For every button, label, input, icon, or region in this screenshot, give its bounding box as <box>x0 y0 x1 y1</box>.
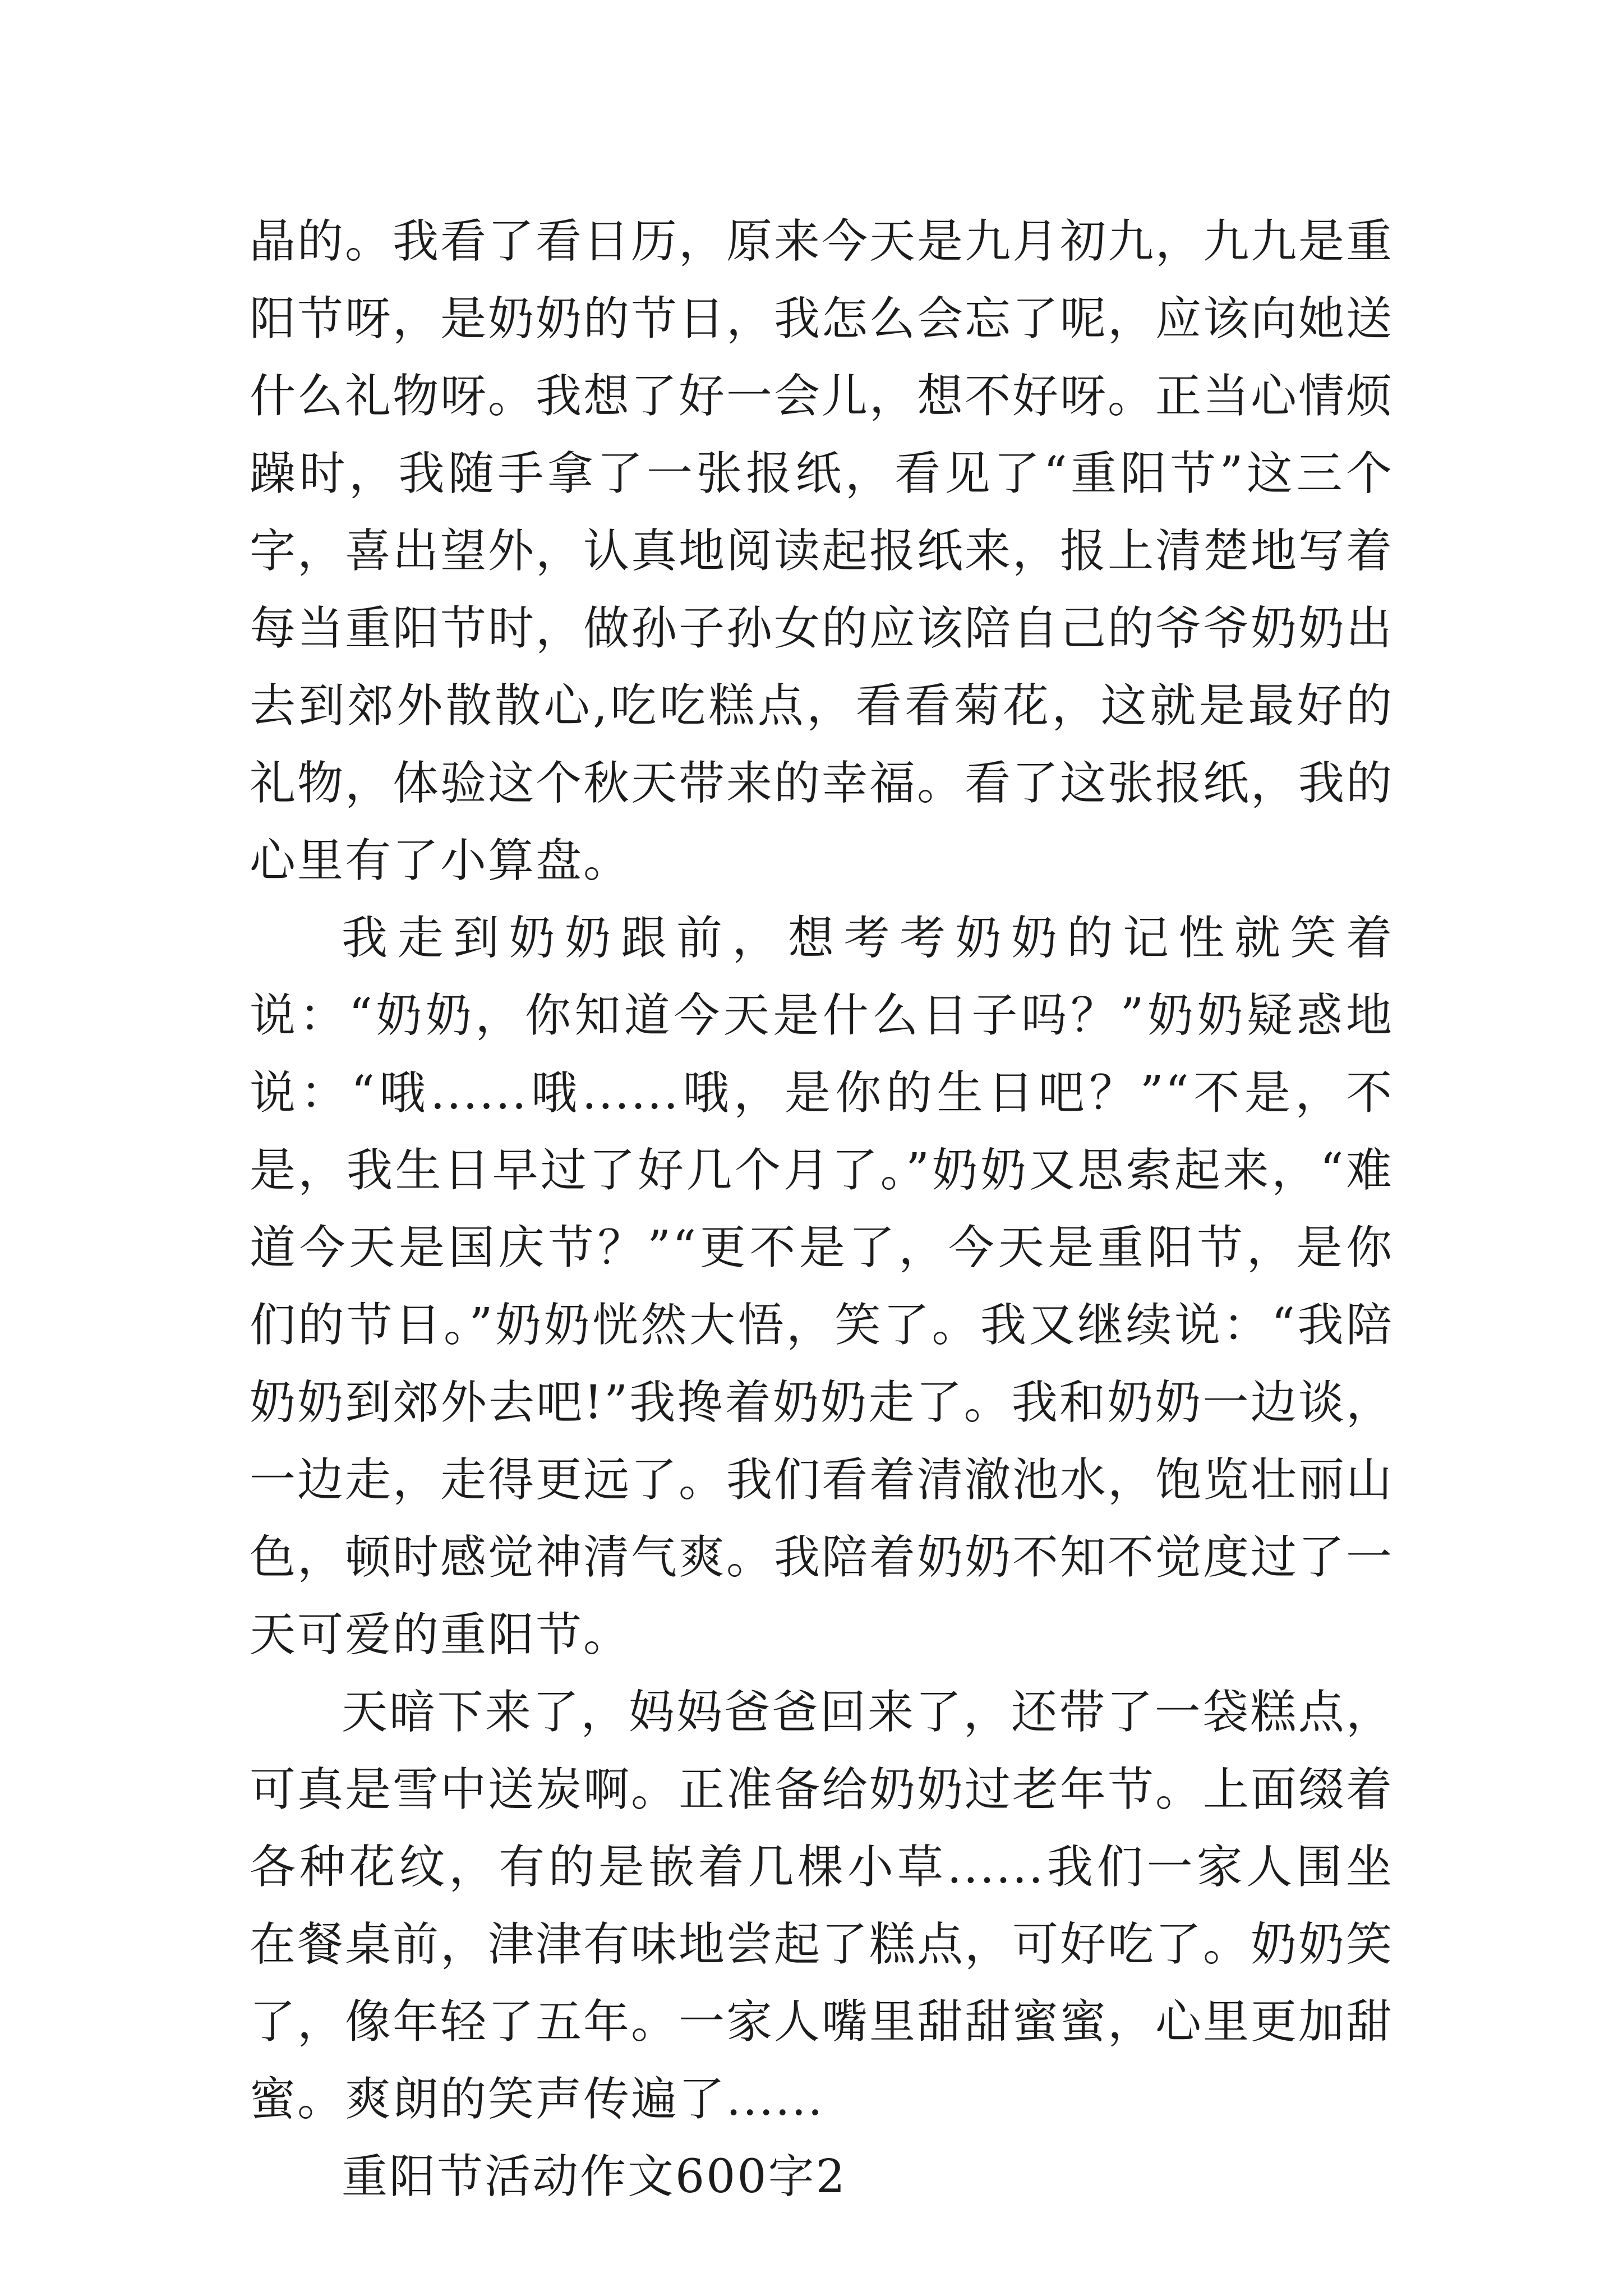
paragraph-3: 天暗下来了，妈妈爸爸回来了，还带了一袋糕点，可真是雪中送炭啊。正准备给奶奶过老年节。上面缀着各种花纹，有的是嵌着几棵小草......我们一家人围坐在餐桌前，津津有味地尝起了糕点，可好吃了。奶奶笑了，像年轻了五年。一家人嘴里甜甜蜜蜜，心里更加甜蜜。爽朗的笑声传遍了...... <box>250 1686 1394 2126</box>
paragraph-2: 我走到奶奶跟前，想考考奶奶的记性就笑着说：“奶奶，你知道今天是什么日子吗？”奶奶疑惑地说：“哦......哦......哦，是你的生日吧？”“不是，不是，我生日早过了好几个月了。”奶奶又思索起来，“难道今天是国庆节？”“更不是了，今天是重阳节，是你们的节日。”奶奶恍然大悟，笑了。我又继续说：“我陪奶奶到郊外去吧!”我搀着奶奶走了。我和奶奶一边谈，一边走，走得更远了。我们看着清澈池水，饱览壮丽山色，顿时感觉神清气爽。我陪着奶奶不知不觉度过了一天可爱的重阳节。 <box>250 912 1394 1662</box>
paragraph-1: 晶的。我看了看日历，原来今天是九月初九，九九是重阳节呀，是奶奶的节日，我怎么会忘了呢，应该向她送什么礼物呀。我想了好一会儿，想不好呀。正当心情烦躁时，我随手拿了一张报纸，看见了“重阳节”这三个字，喜出望外，认真地阅读起报纸来，报上清楚地写着每当重阳节时，做孙子孙女的应该陪自己的爷爷奶奶出去到郊外散散心,吃吃糕点，看看菊花，这就是最好的礼物，体验这个秋天带来的幸福。看了这张报纸，我的心里有了小算盘。 <box>250 215 1394 887</box>
essay-subtitle: 重阳节活动作文600字2 <box>342 2150 847 2203</box>
document-body <box>250 203 1394 2216</box>
